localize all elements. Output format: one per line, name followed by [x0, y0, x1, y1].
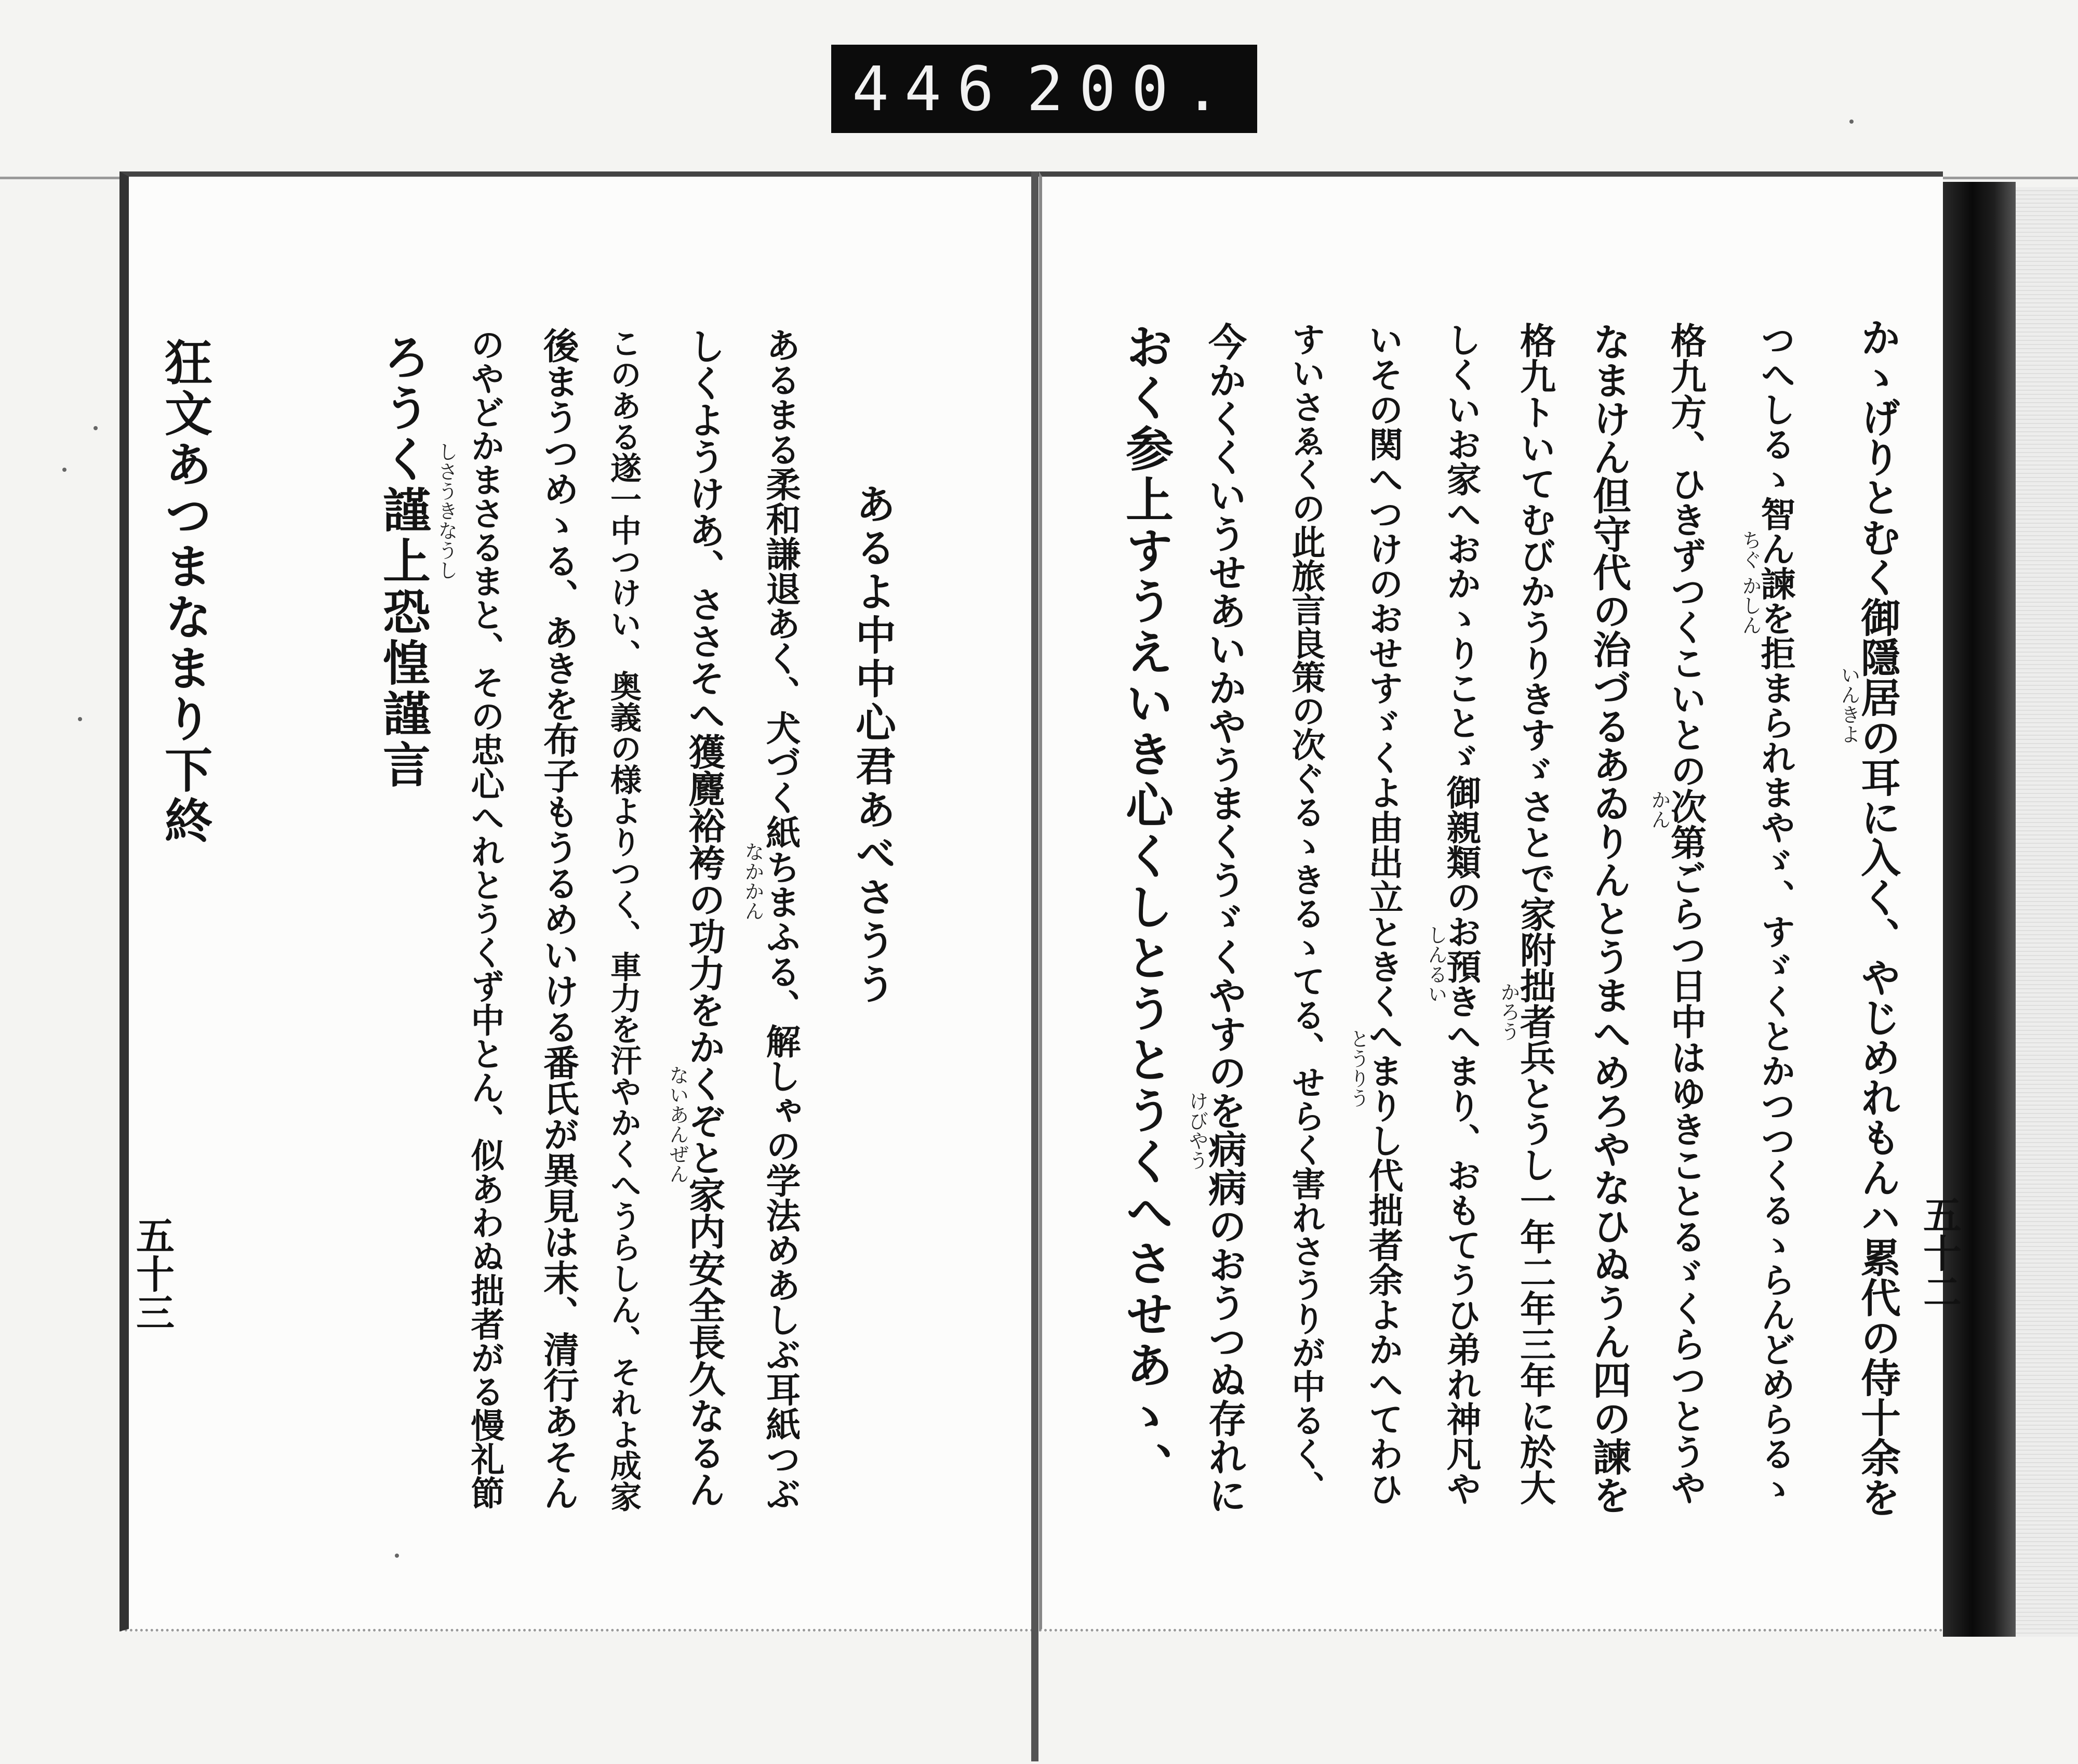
- right-col-10: おく参上すうえいき心くしとうとうくへさせあゝ、: [1118, 322, 1174, 1493]
- archive-number-left: 446: [852, 53, 1010, 125]
- right-col-4: なまけん但守代の治づるあゐりんとうまへめろやなひぬうん四の諫を: [1587, 322, 1631, 1514]
- left-page-folio: 五十三: [130, 1216, 175, 1331]
- ruby-gloss-1: いんきよ: [1837, 665, 1860, 744]
- scan-speck: [1849, 120, 1854, 124]
- scan-speck: [78, 717, 82, 721]
- archive-label: [831, 45, 1257, 133]
- left-col-1: あるよ中中心君あべさうう: [849, 483, 896, 1007]
- scan-speck: [62, 468, 66, 472]
- book-spine: [1943, 182, 2016, 1637]
- left-col-3: しくようけあ、ささそへ獲麑裕袴の功力をかくぞと家内安全長久なるん: [683, 327, 726, 1508]
- left-col-5: 後まうつめゝる、あきを布子もうるめいける番氏が異見は末、清行あそん: [537, 327, 579, 1510]
- right-col-7: いその関へつけのおせすゞくよ由出立ときくへまりし代拙者余よかへてわひ: [1363, 322, 1404, 1506]
- ruby-gloss-4: かろう: [1497, 982, 1520, 1041]
- right-col-1: かゝげりとむく御隱居の耳に入く、やじめれもんハ累代の侍十余を: [1854, 317, 1901, 1517]
- closing-title: 狂文あつまなまり下終: [157, 338, 213, 847]
- scan-speck: [94, 426, 98, 430]
- book-gutter: [1031, 171, 1038, 1761]
- right-col-3: 格九方、ひきずつくこいとの次第ごらつ日中はゆきことるゞくらつとうや: [1664, 322, 1707, 1505]
- ruby-gloss-5: しんるい: [1424, 925, 1447, 1004]
- left-col-4: このある遂一中つけい、奥義の様よりつく、車力を汗やかくへうらしん、それよ成家: [605, 327, 642, 1512]
- scan-speck: [395, 1554, 399, 1558]
- ruby-gloss-8: なかかん: [741, 842, 764, 921]
- ruby-gloss-9: しさうきなうし: [435, 442, 458, 580]
- ruby-gloss-10: ないあんぜん: [666, 1065, 689, 1184]
- ruby-gloss-2: ちぐ かしん: [1739, 530, 1762, 635]
- left-page: [119, 171, 1039, 1632]
- left-col-7: ろうく謹上恐惶謹言: [375, 333, 431, 791]
- archive-number-right: 200.: [1026, 53, 1236, 125]
- left-col-6: のやどかまさるまと、その忠心へれとうくず中とん、似あわぬ拙者がる慢礼節: [465, 327, 504, 1509]
- ruby-gloss-7: けびやう: [1185, 1091, 1208, 1170]
- right-col-2: つへしるゝ智ん諫を拒まられまやゞ、すゞくとかつつくるゝらんどめらるゝ: [1755, 322, 1796, 1506]
- right-page: [1039, 171, 1943, 1632]
- page-edges: [2016, 187, 2078, 1637]
- right-col-8: すいさゑくの此旅言良策の次ぐるゝきるゝてる、せらく害れさうりが中るく、: [1286, 322, 1325, 1504]
- ruby-gloss-6: とうりう: [1347, 1029, 1369, 1108]
- right-col-9: 今かくくいうせあいかやうまくうゞくやすのを病病のおうつぬ存れに: [1202, 322, 1247, 1514]
- right-col-5: 格九トいてむびかうりきすゞさとで家附拙者兵とうし一年二年三年に於大: [1514, 322, 1556, 1505]
- right-page-folio: 五十二: [1917, 1195, 1962, 1310]
- right-col-6: しくいお家へおかゝりことゞ御親類のお預きへまり、おもてうひ弟れ神凡や: [1441, 322, 1482, 1506]
- left-col-2: あるまる柔和謙退あく、犬づく紙ちまふる、解しゃの学法めあしぶ耳紙つぶ: [761, 327, 802, 1511]
- ruby-gloss-3: かん: [1648, 790, 1671, 829]
